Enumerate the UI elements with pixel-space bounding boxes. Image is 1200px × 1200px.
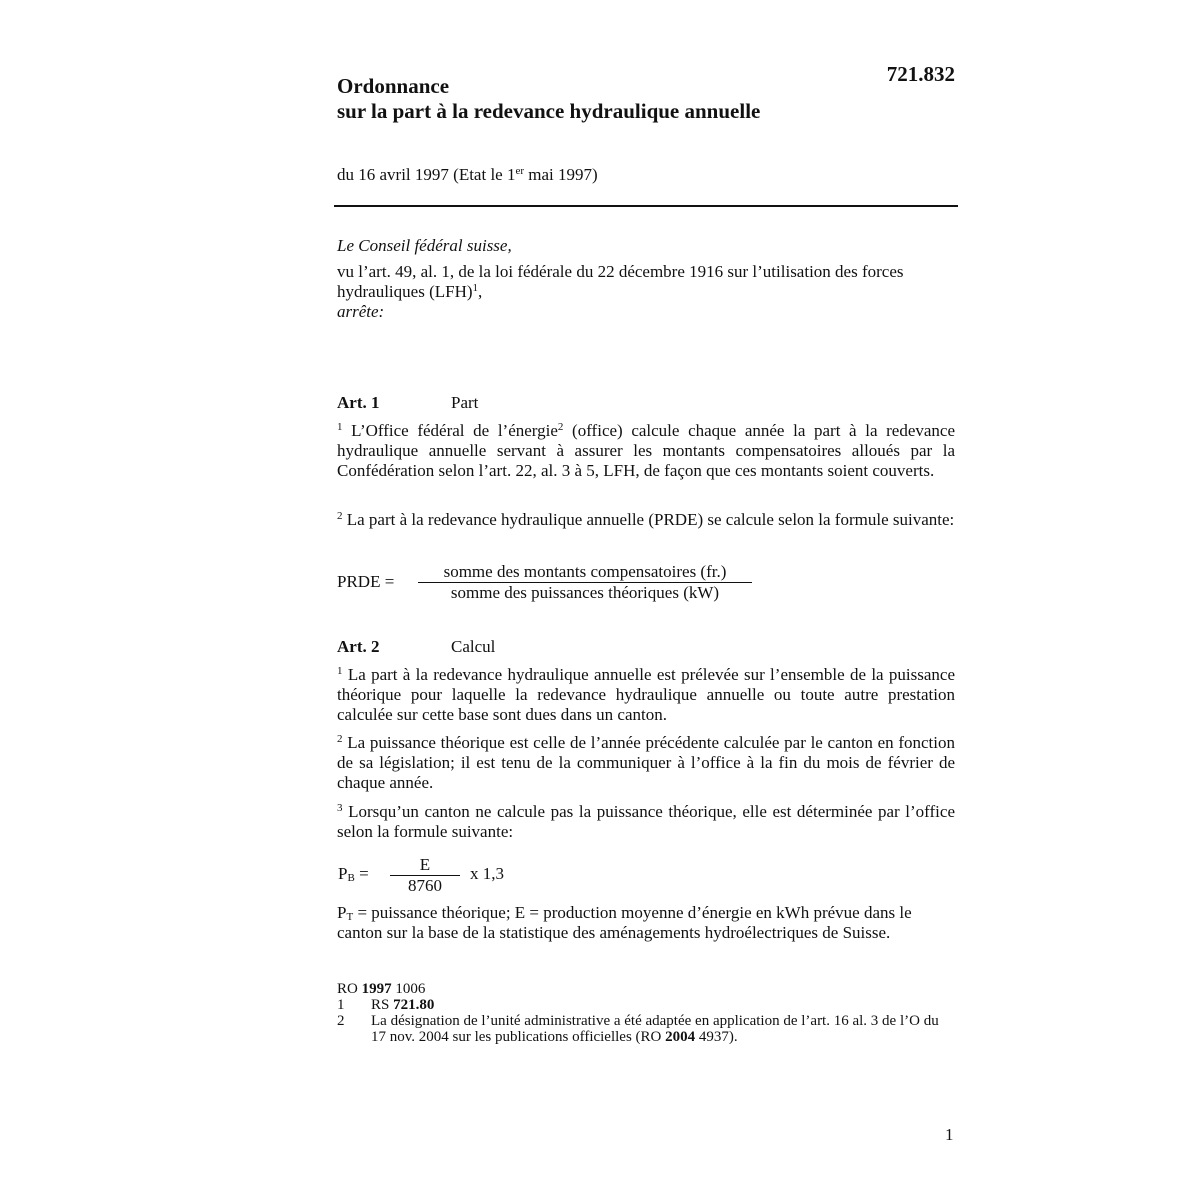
- art2-formula-lhs: [338, 864, 369, 884]
- art2-title: Calcul: [451, 637, 496, 656]
- art1-label: Art. 1: [337, 393, 380, 412]
- art2-p1-number: 1: [337, 665, 343, 677]
- art1-formula-numerator: somme des montants compensatoires (fr.): [443, 562, 727, 581]
- ro-reference: [337, 981, 957, 997]
- footnote-1-text: [371, 997, 434, 1013]
- footnote-1: [337, 997, 957, 1013]
- art2-p3-number: 3: [337, 802, 343, 814]
- art2-formula-lhs-sub: B: [347, 872, 355, 884]
- art1-p1-text-b: (office) calcule chaque année la part à la redevance hydraulique annuelle servant à assurer les montants compensatoires alloués par la Confédération selon l’art. 22, al. 3 à 5, LFH, de façon que ces montants soient couverts.: [337, 421, 955, 480]
- footnote-2: [337, 1013, 957, 1045]
- header-divider: [334, 205, 958, 207]
- art2-formula-lhs-base: P: [338, 864, 348, 883]
- art2-paragraph-3: [337, 802, 955, 842]
- art2-formula-numerator: E: [419, 855, 431, 874]
- footnote-1-number: 1: [337, 997, 345, 1013]
- art2-def-base: P: [337, 903, 347, 922]
- footnote-2-text-b: 4937).: [695, 1029, 738, 1045]
- ro-prefix: RO: [337, 981, 362, 997]
- document-date: [337, 165, 598, 185]
- page-number: 1: [945, 1125, 954, 1144]
- preamble-authority: Le Conseil fédéral suisse,: [337, 236, 512, 255]
- art2-formula-fraction: [390, 855, 460, 896]
- art2-p3-text: Lorsqu’un canton ne calcule pas la puissance théorique, elle est déterminée par l’office selon la formule suivante:: [337, 802, 955, 841]
- footnote-ref-2[interactable]: 2: [557, 421, 564, 433]
- art2-formula-denominator: 8760: [408, 876, 442, 895]
- art2-p1-text: La part à la redevance hydraulique annuelle est prélevée sur l’ensemble de la puissance théorique pour laquelle la redevance hydraulique annuelle ou toute autre prestation calculée sur cette base sont dues dans un canton.: [337, 665, 955, 724]
- footnote-2-text: [371, 1013, 941, 1045]
- date-suffix: mai 1997): [524, 165, 598, 184]
- footnote-2-year: 2004: [665, 1029, 696, 1045]
- title-line-2: sur la part à la redevance hydraulique annuelle: [337, 99, 761, 123]
- footnote-2-number: 2: [337, 1013, 345, 1029]
- preamble-basis-text: vu l’art. 49, al. 1, de la loi fédérale du 22 décembre 1916 sur l’utilisation des forces hydrauliques (LFH): [337, 262, 904, 301]
- art1-paragraph-2: [337, 510, 955, 530]
- art2-definition: [337, 903, 955, 943]
- art1-formula-denominator: somme des puissances théoriques (kW): [450, 583, 720, 602]
- preamble: [337, 236, 955, 322]
- footnote-ref-1[interactable]: 1: [472, 282, 479, 294]
- art2-paragraph-2: [337, 733, 955, 793]
- art2-p2-number: 2: [337, 733, 343, 745]
- art2-formula-lhs-eq: =: [354, 864, 369, 883]
- art1-p1-text-a: L’Office fédéral de l’énergie: [342, 421, 558, 440]
- art1-p2-number: 2: [337, 510, 343, 522]
- art1-title: Part: [451, 393, 479, 412]
- art2-paragraph-1: [337, 665, 955, 725]
- art1-heading: [337, 393, 478, 413]
- preamble-basis: [337, 262, 955, 302]
- art1-paragraph-1: [337, 421, 955, 481]
- preamble-basis-end: ,: [478, 282, 483, 301]
- ro-page: 1006: [391, 981, 426, 997]
- art2-heading: [337, 637, 495, 657]
- date-superscript: er: [515, 165, 525, 177]
- ro-year: 1997: [361, 981, 392, 997]
- footnote-1-ref[interactable]: 721.80: [393, 997, 435, 1013]
- sr-number: 721.832: [886, 62, 955, 86]
- art2-label: Art. 2: [337, 637, 380, 656]
- title-line-1: Ordonnance: [337, 74, 450, 98]
- art2-p2-text: La puissance théorique est celle de l’année précédente calculée par le canton en fonction de sa législation; il est tenu de la communiquer à l’office à la fin du mois de février de chaque année.: [337, 733, 955, 792]
- art2-formula-multiplier: x 1,3: [470, 864, 504, 883]
- footnote-1-prefix: RS: [371, 997, 394, 1013]
- footnotes: [337, 981, 957, 1045]
- footnote-2-text-a: La désignation de l’unité administrative a été adaptée en application de l’art. 16 al. 3 de l’O du 17 nov. 2004 sur les publications officielles (RO: [371, 1013, 939, 1045]
- art1-formula-fraction: [418, 562, 752, 603]
- preamble-decree: arrête:: [337, 302, 385, 321]
- date-prefix: du 16 avril 1997 (Etat le 1: [337, 165, 516, 184]
- art1-p1-number: 1: [337, 421, 343, 433]
- art2-def-sub: T: [346, 911, 354, 923]
- document-title: [337, 74, 760, 124]
- art2-def-text: = puissance théorique; E = production moyenne d’énergie en kWh prévue dans le canton sur la base de la statistique des aménagements hydroélectriques de Suisse.: [337, 903, 912, 942]
- art1-p2-text: La part à la redevance hydraulique annuelle (PRDE) se calcule selon la formule suivante:: [342, 510, 955, 529]
- art1-formula-lhs: PRDE =: [337, 572, 395, 591]
